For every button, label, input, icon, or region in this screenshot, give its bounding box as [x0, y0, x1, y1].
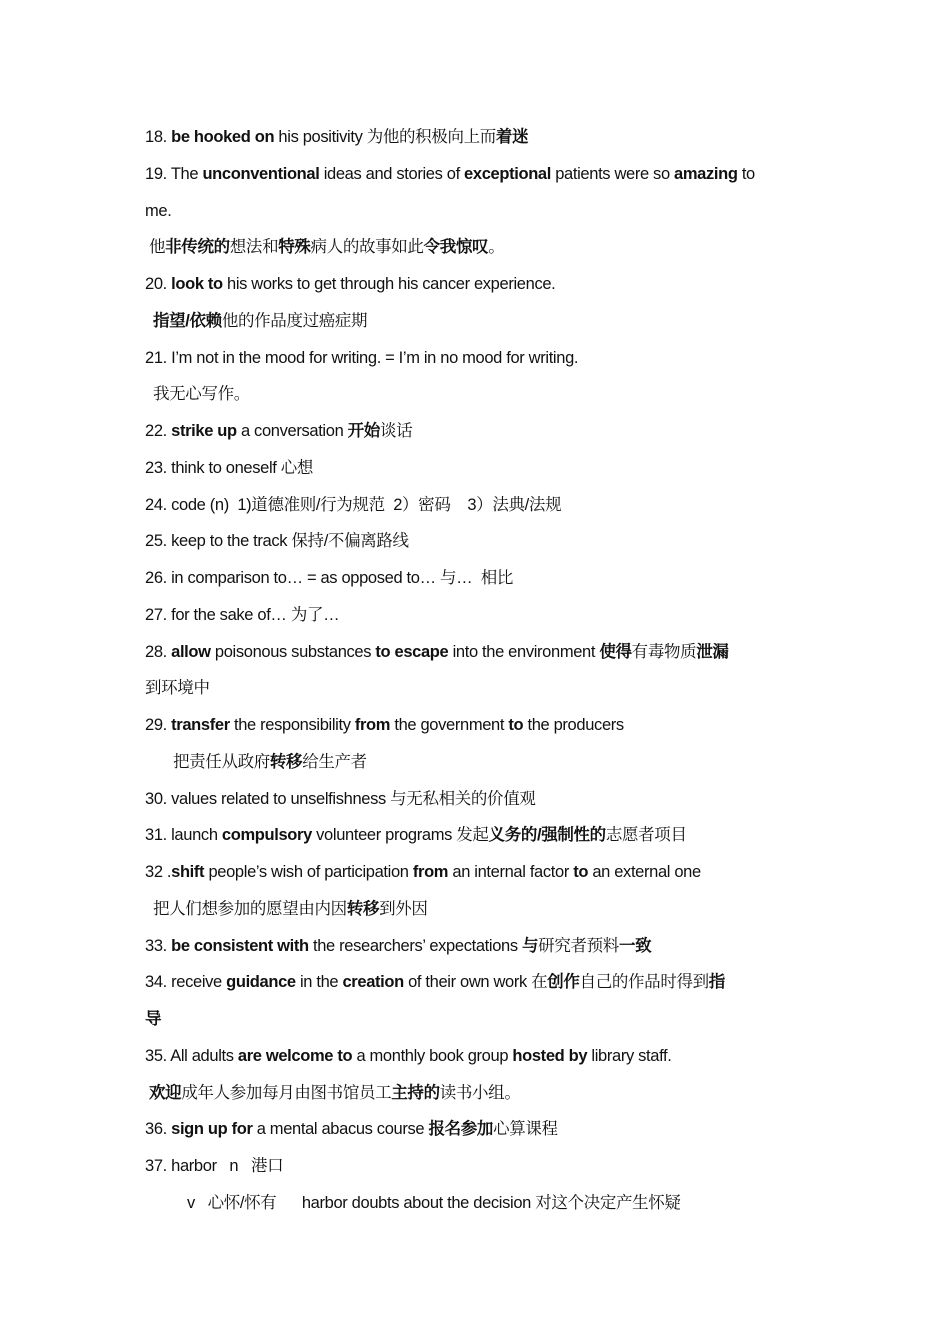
document-line — [145, 597, 825, 634]
document-line — [145, 817, 825, 854]
bold-text: 非传统的 — [165, 238, 230, 257]
text: 25. keep to the track 保持/不偏离路线 — [145, 532, 409, 551]
bold-text: compulsory — [221, 826, 312, 845]
text: 给生产者 — [302, 752, 367, 771]
text: 读书小组。 — [439, 1083, 521, 1102]
text: an internal factor — [448, 863, 574, 881]
text: 有毒物质 — [631, 642, 697, 661]
bold-text: amazing — [674, 164, 738, 183]
text: a mental abacus course — [252, 1120, 429, 1139]
bold-text: 转移 — [269, 752, 303, 771]
text: 37. harbor n 港口 — [145, 1157, 284, 1175]
text: 21. I’m not in the mood for writing. = I’m in no mood for writing. — [145, 348, 579, 367]
text: 31. launch — [145, 826, 222, 845]
text: 20. — [145, 275, 172, 293]
document-line — [145, 928, 825, 965]
text: 34. receive — [145, 973, 227, 992]
document-line — [145, 1075, 825, 1112]
bold-text: 特殊 — [278, 238, 311, 257]
bold-text: 使得 — [599, 642, 632, 661]
bold-text: from — [354, 716, 391, 734]
bold-text: 义务的/强制性的 — [488, 826, 606, 845]
document-line — [145, 1148, 825, 1185]
document-body — [145, 119, 825, 1222]
bold-text: 欢迎 — [149, 1083, 182, 1102]
text: 19. The — [145, 164, 203, 183]
bold-text: strike up — [171, 422, 237, 440]
text: the government — [390, 716, 509, 734]
text: 他 — [149, 238, 166, 257]
text: 我无心写作。 — [153, 385, 250, 404]
text: people’s wish of participation — [204, 863, 413, 881]
text: to — [737, 164, 755, 183]
text: poisonous substances — [210, 642, 376, 661]
text: the producers — [523, 716, 624, 734]
bold-text: 指望/依赖 — [153, 311, 222, 330]
text: 把责任从政府 — [173, 752, 270, 771]
bold-text: unconventional — [202, 164, 320, 183]
document-line — [145, 193, 825, 230]
bold-text: 主持的 — [391, 1083, 440, 1102]
document-line — [145, 376, 825, 413]
document-line — [145, 781, 825, 818]
text: 35. All adults — [145, 1046, 238, 1065]
text: ideas and stories of — [319, 164, 465, 183]
bold-text: 报名参加 — [428, 1120, 494, 1139]
bold-text: to — [508, 716, 524, 734]
bold-text: 导 — [145, 1010, 162, 1028]
text: in the — [295, 973, 343, 992]
bold-text: sign up for — [171, 1120, 253, 1139]
text: of their own work 在 — [403, 973, 548, 992]
text: 成年人参加每月由图书馆员工 — [181, 1083, 392, 1102]
bold-text: 着迷 — [495, 128, 529, 146]
document-line — [145, 487, 825, 524]
bold-text: 转移 — [346, 899, 380, 918]
bold-text: 令我惊叹 — [423, 238, 489, 257]
bold-text: 开始 — [347, 422, 380, 440]
text: 23. think to oneself 心想 — [145, 458, 314, 477]
document-line — [145, 1185, 825, 1222]
text: 到外因 — [379, 899, 428, 918]
document-line — [145, 744, 825, 781]
document-line — [145, 119, 825, 156]
text: 24. code (n) 1)道德准则/行为规范 2）密码 3）法典/法规 — [145, 495, 562, 514]
document-line — [145, 707, 825, 744]
text: 自己的作品时得到 — [579, 973, 709, 992]
text: 心算课程 — [493, 1120, 558, 1139]
text: 22. — [145, 422, 172, 440]
text: 28. — [145, 642, 172, 661]
text: 把人们想参加的愿望由内因 — [153, 899, 347, 918]
text: patients were so — [550, 164, 675, 183]
text: the researchers’ expectations — [308, 936, 523, 955]
document-line — [145, 303, 825, 340]
bold-text: 一致 — [618, 936, 652, 955]
text: me. — [145, 201, 172, 220]
text: 30. values related to unselfishness 与无私相关的价值观 — [145, 789, 536, 808]
text: 谈话 — [379, 422, 413, 440]
bold-text: to escape — [375, 642, 449, 661]
text: 。 — [488, 238, 505, 257]
text: 他的作品度过癌症期 — [221, 311, 368, 330]
document-line — [145, 340, 825, 377]
text: the responsibility — [229, 716, 355, 734]
text: a conversation — [236, 422, 348, 440]
bold-text: exceptional — [464, 164, 551, 183]
document-line — [145, 1111, 825, 1148]
text: his positivity 为他的积极向上而 — [274, 128, 496, 146]
document-line — [145, 560, 825, 597]
document-line — [145, 523, 825, 560]
document-line — [145, 229, 825, 266]
bold-text: 泄漏 — [696, 642, 729, 661]
document-line — [145, 670, 825, 707]
text: v 心怀/怀有 harbor doubts about the decision 对这个决定产生怀疑 — [187, 1193, 681, 1212]
bold-text: be hooked on — [171, 128, 275, 146]
text: 27. for the sake of… 为了… — [145, 605, 340, 624]
text: 志愿者项目 — [605, 826, 687, 845]
document-line — [145, 634, 825, 671]
bold-text: allow — [171, 642, 211, 661]
text: into the environment — [448, 642, 600, 661]
text: 研究者预料 — [538, 936, 619, 955]
bold-text: transfer — [171, 716, 230, 734]
bold-text: hosted by — [512, 1046, 588, 1065]
document-line — [145, 1038, 825, 1075]
bold-text: to — [573, 863, 589, 881]
bold-text: guidance — [226, 973, 296, 992]
bold-text: shift — [171, 863, 205, 881]
document-line — [145, 854, 825, 891]
text: his works to get through his cancer experience. — [222, 275, 556, 293]
document-line — [145, 964, 825, 1001]
bold-text: be consistent with — [171, 936, 309, 955]
text: volunteer programs 发起 — [311, 826, 489, 845]
document-line — [145, 891, 825, 928]
text: 想法和 — [229, 238, 279, 257]
bold-text: look to — [171, 275, 223, 293]
text: 32 . — [145, 863, 172, 881]
bold-text: creation — [342, 973, 404, 992]
text: a monthly book group — [352, 1046, 513, 1065]
bold-text: are welcome to — [237, 1046, 353, 1065]
text: 到环境中 — [145, 679, 210, 698]
bold-text: 指 — [708, 973, 725, 992]
text: library staff. — [587, 1046, 672, 1065]
text: 病人的故事如此 — [310, 238, 424, 257]
document-line — [145, 450, 825, 487]
text: an external one — [588, 863, 701, 881]
document-line — [145, 1001, 825, 1038]
document-line — [145, 266, 825, 303]
text: 36. — [145, 1120, 172, 1139]
bold-text: 创作 — [547, 973, 580, 992]
document-line — [145, 413, 825, 450]
text: 29. — [145, 716, 172, 734]
bold-text: 与 — [522, 936, 539, 955]
text: 33. — [145, 936, 172, 955]
bold-text: from — [412, 863, 449, 881]
document-line — [145, 156, 825, 193]
text: 18. — [145, 128, 172, 146]
text: 26. in comparison to… = as opposed to… 与… 相比 — [145, 569, 514, 587]
